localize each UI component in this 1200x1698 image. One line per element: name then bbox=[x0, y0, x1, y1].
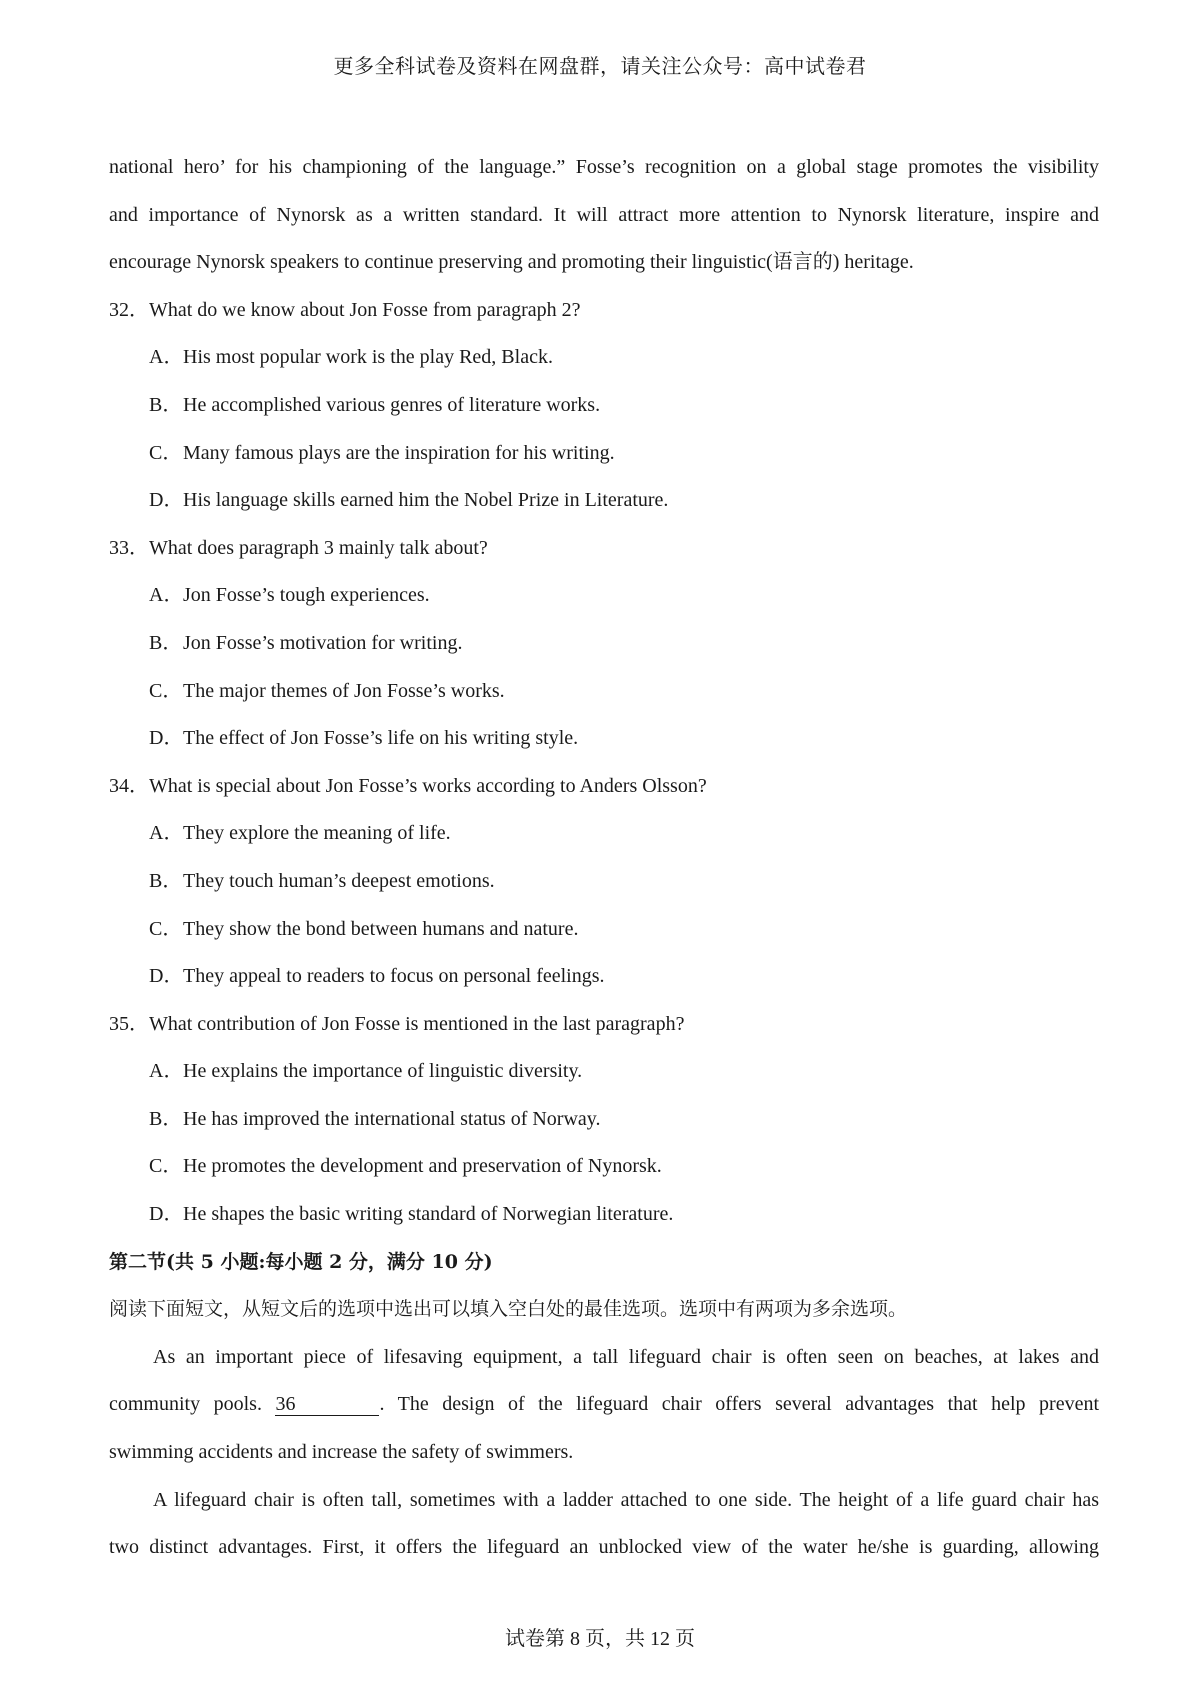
option-33-a[interactable] bbox=[109, 572, 1099, 620]
option-33-d[interactable] bbox=[109, 715, 1099, 763]
page-footer: 试卷第 8 页，共 12 页 bbox=[505, 1628, 695, 1650]
option-letter: C． bbox=[149, 917, 183, 940]
option-text: He shapes the basic writing standard of Norwegian literature. bbox=[183, 1203, 674, 1226]
question-32 bbox=[109, 287, 1099, 335]
option-text: The major themes of Jon Fosse’s works. bbox=[183, 679, 505, 702]
question-number: 35． bbox=[109, 1012, 149, 1035]
question-number: 34． bbox=[109, 774, 149, 797]
option-34-b[interactable] bbox=[109, 858, 1099, 906]
option-letter: B． bbox=[149, 393, 183, 416]
option-35-c[interactable] bbox=[109, 1143, 1099, 1191]
option-text: They touch human’s deepest emotions. bbox=[183, 869, 495, 892]
question-35 bbox=[109, 1001, 1099, 1049]
option-letter: C． bbox=[149, 441, 183, 464]
option-text: His language skills earned him the Nobel Prize in Literature. bbox=[183, 489, 669, 512]
passage-line: A lifeguard chair is often tall, sometimes with a ladder attached to one side. The height of a life guard chair has bbox=[153, 1488, 1099, 1511]
option-text: Jon Fosse’s motivation for writing. bbox=[183, 631, 463, 654]
option-34-c[interactable] bbox=[109, 906, 1099, 954]
option-text: His most popular work is the play Red, Black. bbox=[183, 346, 553, 369]
option-text: He accomplished various genres of literature works. bbox=[183, 393, 601, 416]
section-title: 第二节(共 5 小题:每小题 2 分，满分 10 分) bbox=[109, 1250, 493, 1273]
option-letter: A． bbox=[149, 1060, 184, 1083]
option-34-d[interactable] bbox=[109, 953, 1099, 1001]
option-35-a[interactable] bbox=[109, 1048, 1099, 1096]
question-number: 32． bbox=[109, 298, 149, 321]
section-instruction: 阅读下面短文，从短文后的选项中选出可以填入空白处的最佳选项。选项中有两项为多余选项。 bbox=[109, 1298, 908, 1321]
option-33-b[interactable] bbox=[109, 620, 1099, 668]
option-letter: B． bbox=[149, 1107, 183, 1130]
option-32-c[interactable] bbox=[109, 430, 1099, 478]
blank-preceding-text: community pools. bbox=[109, 1393, 262, 1416]
option-32-d[interactable] bbox=[109, 477, 1099, 525]
question-text: What does paragraph 3 mainly talk about? bbox=[149, 536, 488, 559]
option-letter: D． bbox=[149, 489, 184, 512]
option-letter: A． bbox=[149, 822, 184, 845]
option-32-a[interactable] bbox=[109, 334, 1099, 382]
passage-line: two distinct advantages. First, it offers the lifeguard an unblocked view of the water he/she is guarding, allowing bbox=[109, 1536, 1099, 1559]
passage-line: As an important piece of lifesaving equipment, a tall lifeguard chair is often seen on beaches, at lakes and bbox=[153, 1345, 1099, 1368]
option-letter: C． bbox=[149, 1155, 183, 1178]
option-35-b[interactable] bbox=[109, 1096, 1099, 1144]
question-text: What do we know about Jon Fosse from paragraph 2? bbox=[149, 298, 581, 321]
question-text: What is special about Jon Fosse’s works according to Anders Olsson? bbox=[149, 774, 707, 797]
option-text: The effect of Jon Fosse’s life on his writing style. bbox=[183, 727, 579, 750]
option-32-b[interactable] bbox=[109, 382, 1099, 430]
header-note: 更多全科试卷及资料在网盘群，请关注公众号：高中试卷君 bbox=[333, 56, 867, 78]
passage-line-with-blank bbox=[109, 1381, 1099, 1429]
option-text: They explore the meaning of life. bbox=[183, 822, 451, 845]
passage-line: encourage Nynorsk speakers to continue preserving and promoting their linguistic(语言的) heritage. bbox=[109, 251, 914, 274]
blank-following-text: . The design of the lifeguard chair offers several advantages that help prevent bbox=[379, 1393, 1099, 1416]
document-body bbox=[109, 144, 1099, 1572]
passage-line: and importance of Nynorsk as a written standard. It will attract more attention to Nynorsk literature, inspire and bbox=[109, 203, 1099, 226]
option-letter: D． bbox=[149, 1203, 184, 1226]
option-text: They show the bond between humans and nature. bbox=[183, 917, 579, 940]
option-letter: D． bbox=[149, 965, 184, 988]
option-letter: C． bbox=[149, 679, 183, 702]
option-letter: B． bbox=[149, 869, 183, 892]
option-letter: A． bbox=[149, 346, 184, 369]
option-letter: A． bbox=[149, 584, 184, 607]
option-letter: D． bbox=[149, 727, 184, 750]
option-text: Jon Fosse’s tough experiences. bbox=[183, 584, 430, 607]
option-text: They appeal to readers to focus on personal feelings. bbox=[183, 965, 605, 988]
option-text: He promotes the development and preservation of Nynorsk. bbox=[183, 1155, 662, 1178]
option-text: He explains the importance of linguistic diversity. bbox=[183, 1060, 583, 1083]
option-letter: B． bbox=[149, 631, 183, 654]
option-text: Many famous plays are the inspiration for his writing. bbox=[183, 441, 615, 464]
option-35-d[interactable] bbox=[109, 1191, 1099, 1239]
question-34 bbox=[109, 763, 1099, 811]
option-text: He has improved the international status of Norway. bbox=[183, 1107, 601, 1130]
question-text: What contribution of Jon Fosse is mentioned in the last paragraph? bbox=[149, 1012, 685, 1035]
option-34-a[interactable] bbox=[109, 810, 1099, 858]
passage-line: swimming accidents and increase the safety of swimmers. bbox=[109, 1441, 574, 1464]
option-33-c[interactable] bbox=[109, 668, 1099, 716]
question-33 bbox=[109, 525, 1099, 573]
question-number: 33． bbox=[109, 536, 149, 559]
passage-line: national hero’ for his championing of the language.” Fosse’s recognition on a global stage promotes the visibility bbox=[109, 156, 1099, 178]
blank-36[interactable]: 36 bbox=[275, 1393, 379, 1416]
